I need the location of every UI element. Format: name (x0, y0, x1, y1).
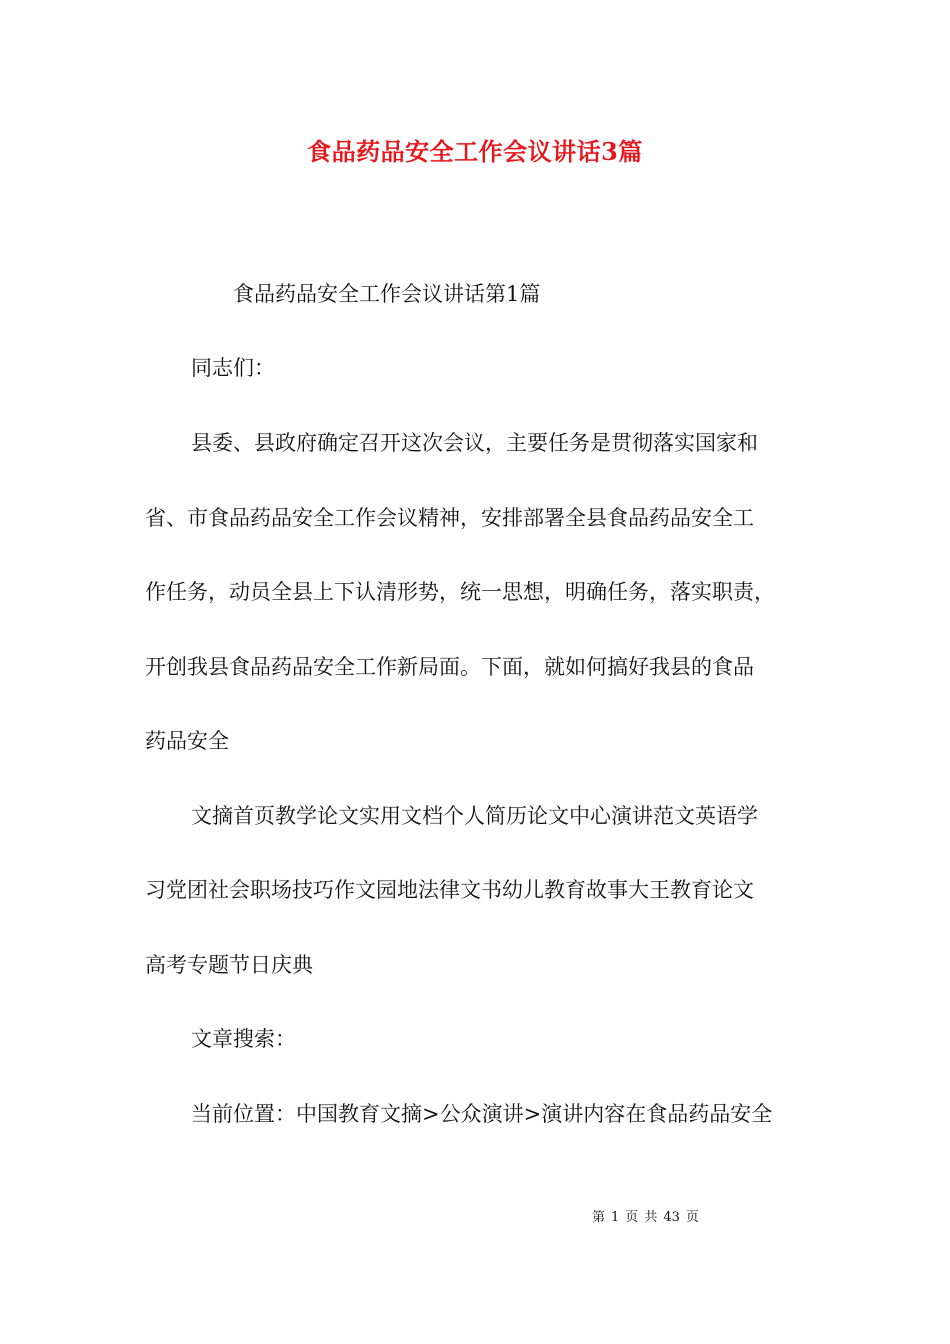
footer-page-number: 1 (611, 1210, 620, 1225)
footer-suffix: 页 (685, 1210, 699, 1225)
salutation: 同志们： (191, 356, 275, 380)
document-title: 食品药品安全工作会议讲话3篇 (307, 137, 643, 166)
paragraph-line: 省、市食品药品安全工作会议精神，安排部署全县食品药品安全工 (145, 506, 754, 530)
paragraph-line: 高考专题节日庆典 (145, 953, 313, 977)
paragraph-line: 开创我县食品药品安全工作新局面。下面，就如何搞好我县的食品 (145, 655, 754, 679)
paragraph-line: 习党团社会职场技巧作文园地法律文书幼儿教育故事大王教育论文 (145, 878, 754, 902)
page-footer (592, 1208, 705, 1228)
paragraph-line: 作任务，动员全县上下认清形势，统一思想，明确任务，落实职责， (145, 580, 775, 604)
search-label: 文章搜索： (191, 1027, 296, 1051)
footer-mid1: 页 (625, 1210, 639, 1225)
paragraph-line: 县委、县政府确定召开这次会议，主要任务是贯彻落实国家和 (191, 431, 758, 455)
section-subtitle: 食品药品安全工作会议讲话第1篇 (233, 282, 541, 306)
location-breadcrumb: 当前位置：中国教育文摘>公众演讲>演讲内容在食品药品安全 (191, 1102, 773, 1126)
paragraph-line: 药品安全 (145, 729, 229, 753)
footer-prefix: 第 (592, 1210, 606, 1225)
paragraph-line: 文摘首页教学论文实用文档个人简历论文中心演讲范文英语学 (191, 804, 758, 828)
footer-total-pages: 43 (663, 1210, 680, 1225)
footer-mid2: 共 (644, 1210, 658, 1225)
